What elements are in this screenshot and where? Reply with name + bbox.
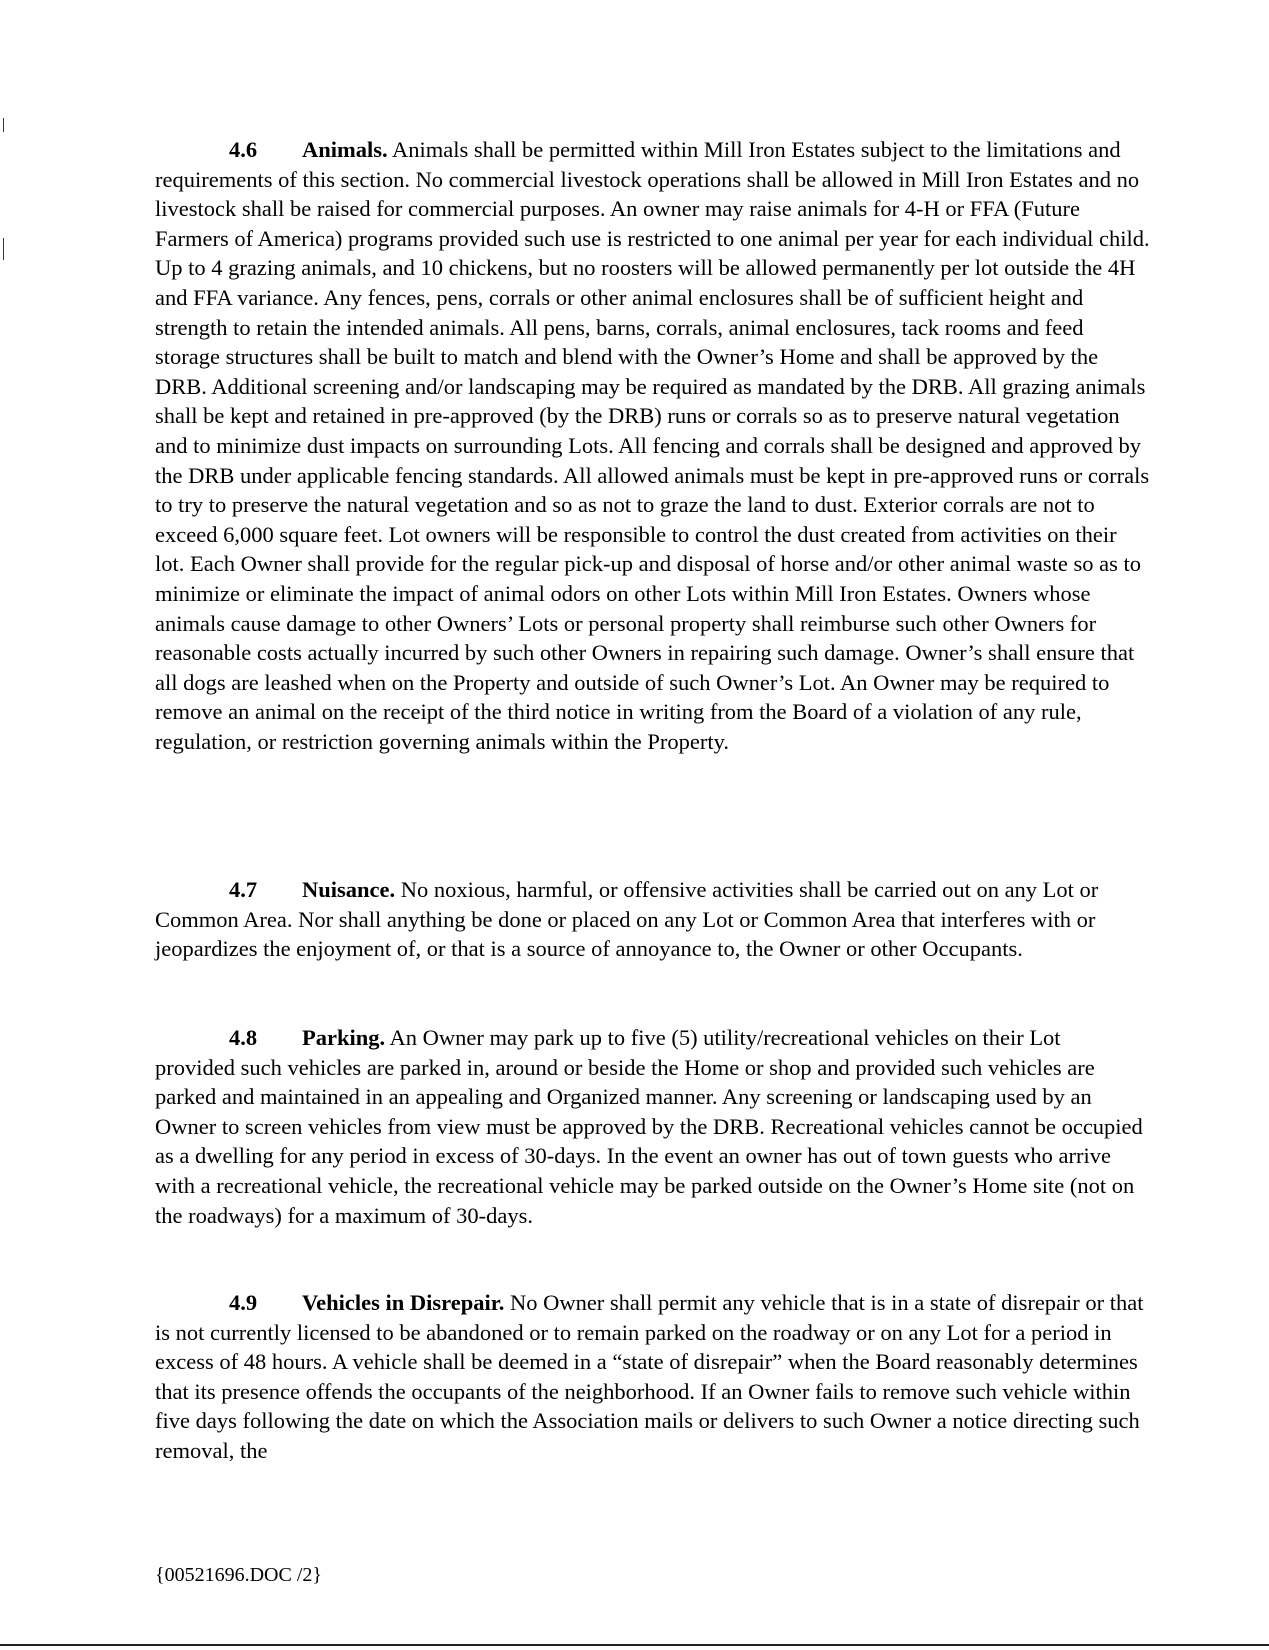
footer-doc-id: {00521696.DOC /2}: [155, 1564, 322, 1586]
section-4-6: [155, 135, 1150, 756]
scan-bottom-edge: [0, 1644, 1269, 1646]
section-number: 4.7: [229, 877, 258, 902]
section-heading: Vehicles in Disrepair.: [302, 1290, 505, 1315]
section-number: 4.9: [229, 1290, 258, 1315]
section-heading: Animals.: [302, 137, 388, 162]
section-body: Animals shall be permitted within Mill Iron Estates subject to the limitations and requirements of this section. No commercial livestock operations shall be allowed in Mill Iron Estates and no livestock shall be raised for commercial purposes. An owner may raise animals for 4-H or FFA (Future Farmers of America) programs provided such use is restricted to one animal per year for each individual child. Up to 4 grazing animals, and 10 chickens, but no roosters will be allowed permanently per lot outside the 4H and FFA variance. Any fences, pens, corrals or other animal enclosures shall be of sufficient height and strength to retain the intended animals. All pens, barns, corrals, animal enclosures, tack rooms and feed storage structures shall be built to match and blend with the Owner’s Home and shall be approved by the DRB. Additional screening and/or landscaping may be required as mandated by the DRB. All grazing animals shall be kept and retained in pre-approved (by the DRB) runs or corrals so as to preserve natural vegetation and to minimize dust impacts on surrounding Lots. All fencing and corrals shall be designed and approved by the DRB under applicable fencing standards. All allowed animals must be kept in pre-approved runs or corrals to try to preserve the natural vegetation and so as not to graze the land to dust. Exterior corrals are not to exceed 6,000 square feet. Lot owners will be responsible to control the dust created from activities on their lot. Each Owner shall provide for the regular pick-up and disposal of horse and/or other animal waste so as to minimize or eliminate the impact of animal odors on other Lots within Mill Iron Estates. Owners whose animals cause damage to other Owners’ Lots or personal property shall reimburse such other Owners for reasonable costs actually incurred by such other Owners in repairing such damage. Owner’s shall ensure that all dogs are leashed when on the Property and outside of such Owner’s Lot. An Owner may be required to remove an animal on the receipt of the third notice in writing from the Board of a violation of any rule, regulation, or restriction governing animals within the Property.: [155, 137, 1150, 754]
section-heading: Parking.: [302, 1025, 386, 1050]
section-body: No noxious, harmful, or offensive activities shall be carried out on any Lot or Common Area. Nor shall anything be done or placed on any Lot or Common Area that interferes with or jeopardizes the enjoyment of, or that is a source of annoyance to, the Owner or other Occupants.: [155, 877, 1099, 962]
section-body: An Owner may park up to five (5) utility/recreational vehicles on their Lot provided such vehicles are parked in, around or beside the Home or shop and provided such vehicles are parked and maintained in an appealing and Organized manner. Any screening or landscaping used by an Owner to screen vehicles from view must be approved by the DRB. Recreational vehicles cannot be occupied as a dwelling for any period in excess of 30-days. In the event an owner has out of town guests who arrive with a recreational vehicle, the recreational vehicle may be parked outside on the Owner’s Home site (not on the roadways) for a maximum of 30-days.: [155, 1025, 1143, 1228]
section-number: 4.8: [229, 1025, 258, 1050]
section-number: 4.6: [229, 137, 258, 162]
section-heading: Nuisance.: [302, 877, 396, 902]
section-4-7: [155, 875, 1145, 964]
section-4-8: [155, 1023, 1145, 1230]
scan-edge-mark: [3, 238, 4, 260]
section-4-9: [155, 1288, 1145, 1466]
scan-edge-mark: [3, 118, 4, 132]
section-body: No Owner shall permit any vehicle that is in a state of disrepair or that is not currently licensed to be abandoned or to remain parked on the roadway or on any Lot for a period in excess of 48 hours. A vehicle shall be deemed in a “state of disrepair” when the Board reasonably determines that its presence offends the occupants of the neighborhood. If an Owner fails to remove such vehicle within five days following the date on which the Association mails or delivers to such Owner a notice directing such removal, the: [155, 1290, 1144, 1463]
